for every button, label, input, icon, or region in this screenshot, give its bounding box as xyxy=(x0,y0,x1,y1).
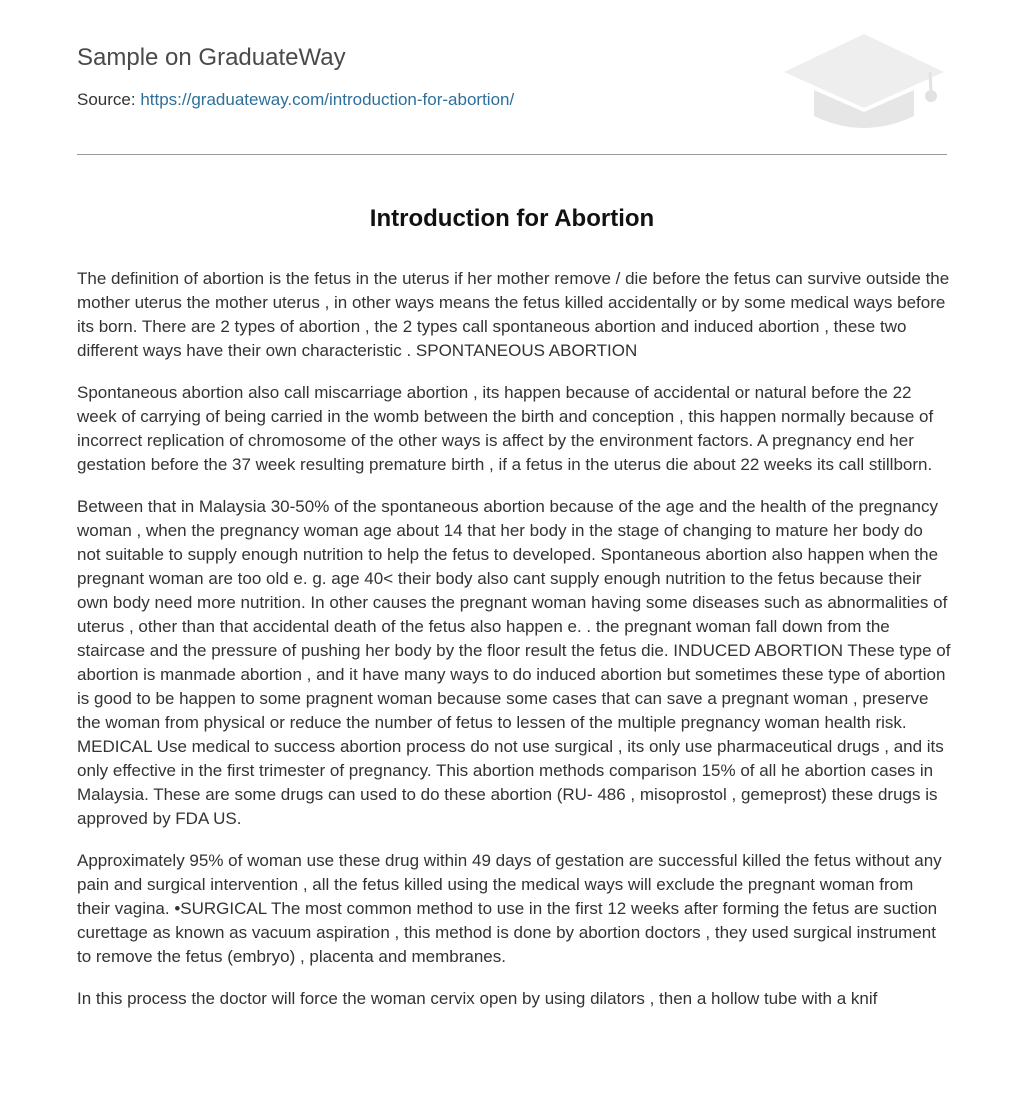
document-body xyxy=(77,267,951,1029)
document-title: Introduction for Abortion xyxy=(369,205,655,232)
paragraph: In this process the doctor will force the woman cervix open by using dilators , then a hollow tube with a knif xyxy=(77,989,878,1008)
source-line xyxy=(77,90,514,110)
paragraph: Approximately 95% of woman use these drug within 49 days of gestation are successful killed the fetus without any pain and surgical intervention , all the fetus killed using the medical ways will exclude the pregnant woman from their vagina. •SURGICAL The most common method to use in the first 12 weeks after forming the fetus are suction curettage as known as vacuum aspiration , this method is done by abortion doctors , they used surgical instrument to remove the fetus (embryo) , placenta and membranes. xyxy=(77,851,942,966)
page xyxy=(77,0,951,1008)
source-link[interactable]: https://graduateway.com/introduction-for-abortion/ xyxy=(140,90,515,109)
header xyxy=(77,0,947,156)
paragraph: Between that in Malaysia 30-50% of the spontaneous abortion because of the age and the health of the pregnancy woman , when the pregnancy woman age about 14 that her body in the stage of changing to mature her body do not suitable to supply enough nutrition to help the fetus to developed. Spontaneous abortion also happen when the pregnant woman are too old e. g. age 40< their body also cant supply enough nutrition to the fetus because their own body need more nutrition. In other causes the pregnant woman having some diseases such as abnormalities of uterus , other than that accidental death of the fetus also happen e. . the pregnant woman fall down from the staircase and the pressure of pushing her body by the floor result the fetus die. INDUCED ABORTION These type of abortion is manmade abortion , and it have many ways to do induced abortion but sometimes these type of abortion is good to be happen to some pragnent woman because some cases that can save a pregnant woman , preserve the woman from physical or reduce the number of fetus to lessen of the multiple pregnancy woman health risk. MEDICAL Use medical to success abortion process do not use surgical , its only use pharmaceutical drugs , and its only effective in the first trimester of pregnancy. This abortion methods comparison 15% of all he abortion cases in Malaysia. These are some drugs can used to do these abortion (RU- 486 , misoprostol , gemeprost) these drugs is approved by FDA US. xyxy=(77,497,951,828)
site-title: Sample on GraduateWay xyxy=(77,44,346,71)
paragraph: The definition of abortion is the fetus in the uterus if her mother remove / die before the fetus can survive outside the mother uterus the mother uterus , in other ways means the fetus killed accidentally or by some medical ways before its born. There are 2 types of abortion , the 2 types call spontaneous abortion and induced abortion , these two different ways have their own characteristic . SPONTANEOUS ABORTION xyxy=(77,269,950,360)
paragraph: Spontaneous abortion also call miscarriage abortion , its happen because of accidental or natural before the 22 week of carrying of being carried in the womb between the birth and conception , this happen normally because of incorrect replication of chromosome of the other ways is affect by the environment factors. A pregnancy end her gestation before the 37 week resulting premature birth , if a fetus in the uterus die about 22 weeks its call stillborn. xyxy=(77,383,934,474)
source-label: Source: xyxy=(77,90,136,109)
header-divider xyxy=(77,154,947,155)
graduation-cap-icon xyxy=(780,28,948,134)
